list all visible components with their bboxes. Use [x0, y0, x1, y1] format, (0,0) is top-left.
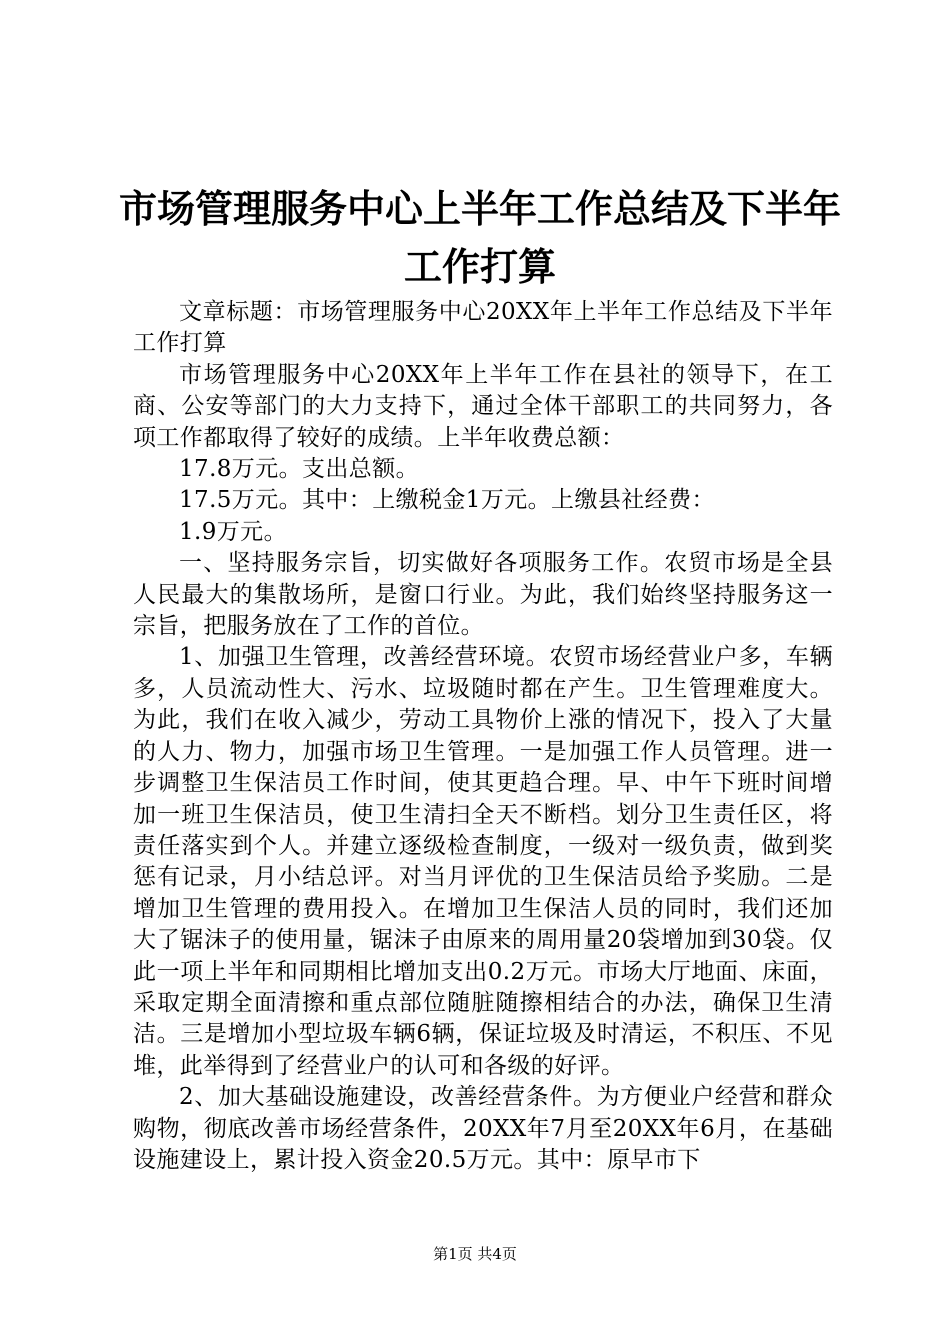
paragraph-expenditure: 17.5万元。其中：上缴税金1万元。上缴县社经费：: [179, 487, 715, 514]
paragraph-article-title: 文章标题：市场管理服务中心20XX年上半年工作总结及下半年工作打算: [133, 299, 833, 357]
paragraph-section-one: 一、坚持服务宗旨，切实做好各项服务工作。农贸市场是全县人民最大的集散场所，是窗口行业。为此，我们始终坚持服务这一宗旨，把服务放在了工作的首位。: [133, 550, 833, 640]
page-number-footer: 第1页 共4页: [433, 1245, 517, 1263]
paragraph-income: 17.8万元。支出总额。: [179, 456, 420, 483]
document-body: [133, 297, 833, 1176]
paragraph-fee: 1.9万元。: [179, 518, 287, 545]
document-title: 市场管理服务中心上半年工作总结及下半年工作打算: [118, 187, 841, 289]
paragraph-intro: 市场管理服务中心20XX年上半年工作在县社的领导下，在工商、公安等部门的大力支持下，通过全体干部职工的共同努力，各项工作都取得了较好的成绩。上半年收费总额：: [133, 361, 833, 451]
paragraph-infrastructure: 2、加大基础设施建设，改善经营条件。为方便业户经营和群众购物，彻底改善市场经营条件，20XX年7月至20XX年6月，在基础设施建设上，累计投入资金20.5万元。其中：原早市下: [133, 1084, 833, 1173]
paragraph-hygiene: 1、加强卫生管理，改善经营环境。农贸市场经营业户多，车辆多，人员流动性大、污水、垃圾随时都在产生。卫生管理难度大。为此，我们在收入减少，劳动工具物价上涨的情况下，投入了大量的人力、物力，加强市场卫生管理。一是加强工作人员管理。进一步调整卫生保洁员工作时间，使其更趋合理。早、中午下班时间增加一班卫生保洁员，使卫生清扫全天不断档。划分卫生责任区，将责任落实到个人。并建立逐级检查制度，一级对一级负责，做到奖惩有记录，月小结总评。对当月评优的卫生保洁员给予奖励。二是增加卫生管理的费用投入。在增加卫生保洁人员的同时，我们还加大了锯沫子的使用量，锯沫子由原来的周用量20袋增加到30袋。仅此一项上半年和同期相比增加支出0.2万元。市场大厅地面、床面，采取定期全面清擦和重点部位随脏随擦相结合的办法，确保卫生清洁。三是增加小型垃圾车辆6辆，保证垃圾及时清运，不积压、不见堆，此举得到了经营业户的认可和各级的好评。: [133, 644, 833, 1079]
